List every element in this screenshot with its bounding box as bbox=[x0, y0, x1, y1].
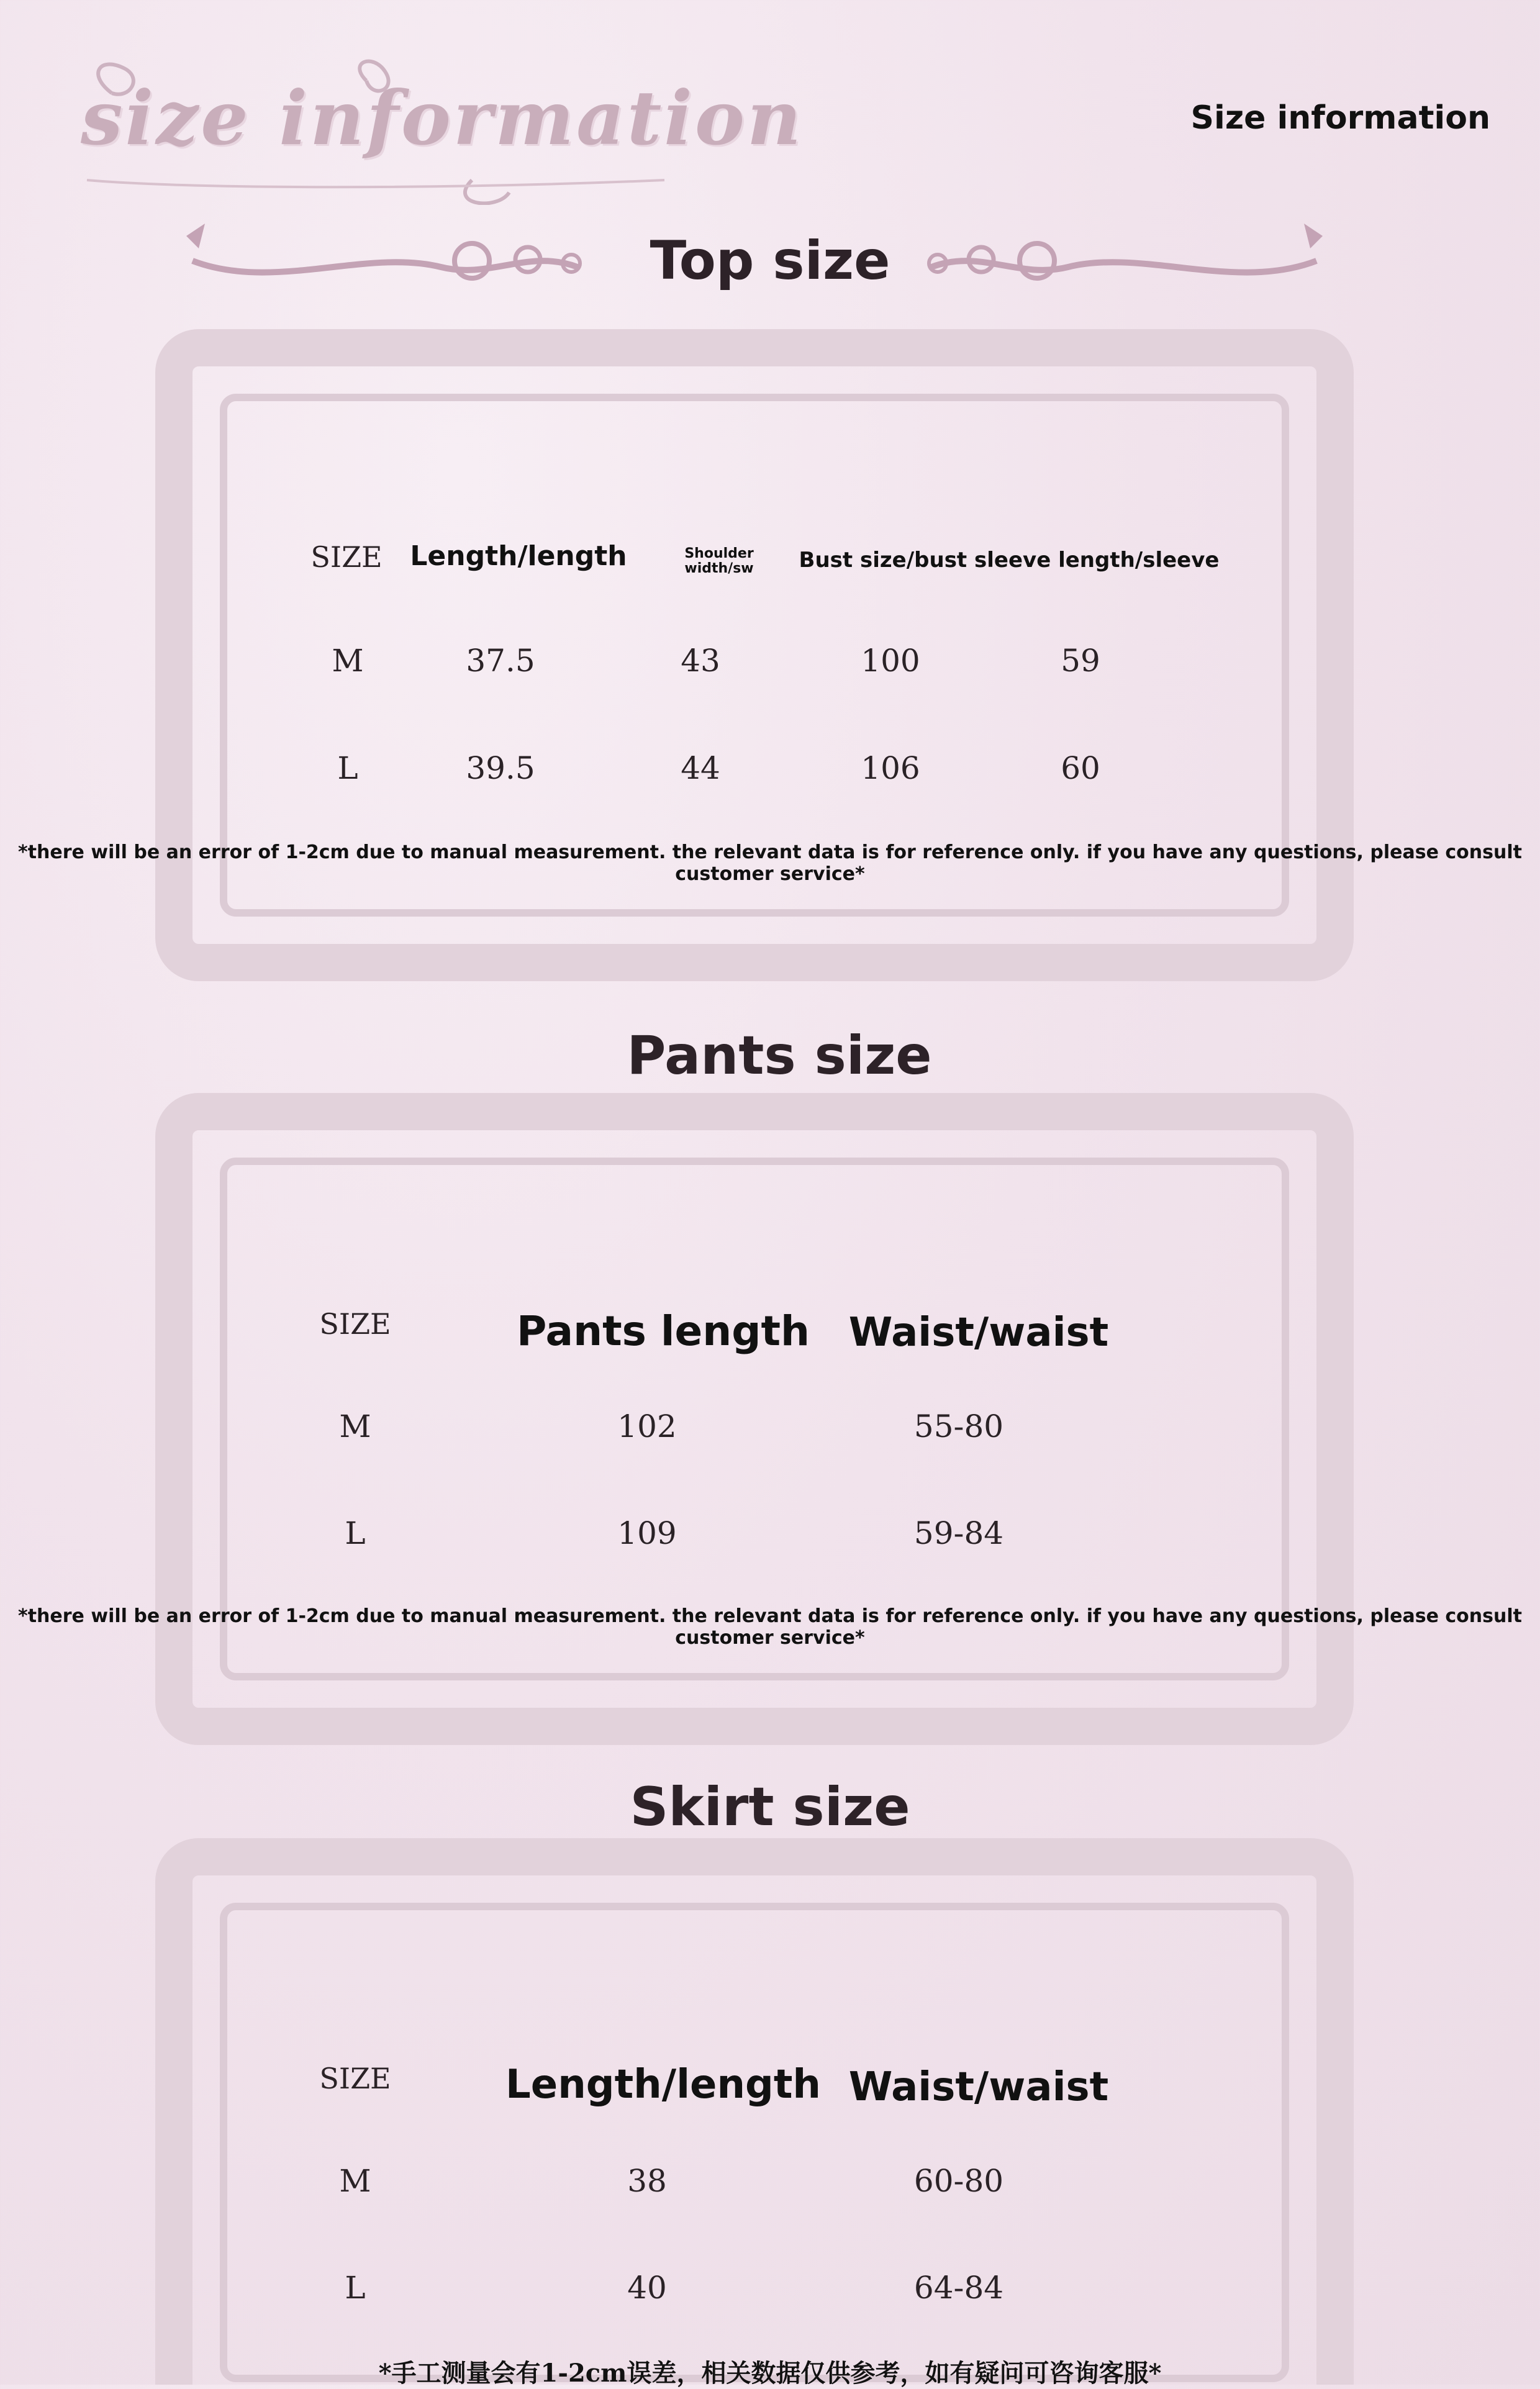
skirt-size-frame bbox=[155, 1838, 1354, 2385]
top-header-row bbox=[0, 540, 1540, 576]
top-col-bust-sleeve: Bust size/bust sleeve length/sleeve bbox=[799, 548, 1220, 573]
table-row bbox=[0, 1515, 1540, 1551]
top-col-shoulder-line1: Shoulder bbox=[684, 546, 754, 561]
top-col-shoulder-line2: width/sw bbox=[684, 561, 754, 576]
top-l-bust: 106 bbox=[861, 750, 920, 786]
skirt-col-length: Length/length bbox=[505, 2062, 821, 2108]
table-row bbox=[0, 750, 1540, 786]
top-l-length: 39.5 bbox=[466, 750, 535, 786]
skirt-col-size: SIZE bbox=[319, 2062, 391, 2095]
top-size-title: Top size bbox=[650, 230, 890, 292]
pants-col-length: Pants length bbox=[516, 1307, 810, 1355]
pants-col-size: SIZE bbox=[319, 1307, 391, 1341]
skirt-l-waist: 64-84 bbox=[913, 2270, 1004, 2306]
table-row bbox=[0, 2163, 1540, 2199]
top-note: *there will be an error of 1-2cm due to manual measurement. the relevant data is for reference only. if you have any questions, please consult customer service* bbox=[18, 841, 1522, 885]
table-row bbox=[0, 1408, 1540, 1444]
pants-size-title: Pants size bbox=[627, 1025, 932, 1087]
top-l-size: L bbox=[337, 750, 358, 786]
top-col-shoulder bbox=[684, 546, 753, 576]
skirt-m-waist: 60-80 bbox=[913, 2163, 1004, 2199]
pants-note: *there will be an error of 1-2cm due to manual measurement. the relevant data is for reference only. if you have any questions, please consult customer service* bbox=[18, 1605, 1522, 1649]
top-m-length: 37.5 bbox=[466, 643, 535, 679]
top-col-size: SIZE bbox=[310, 540, 383, 574]
top-col-length: Length/length bbox=[410, 540, 627, 572]
top-l-shoulder: 44 bbox=[681, 750, 720, 786]
skirt-l-length: 40 bbox=[627, 2270, 667, 2306]
top-m-shoulder: 43 bbox=[681, 643, 720, 679]
skirt-col-waist: Waist/waist bbox=[848, 2064, 1109, 2110]
pants-l-size: L bbox=[345, 1515, 366, 1551]
skirt-note: *手工测量会有1-2cm误差，相关数据仅供参考，如有疑问可咨询客服* bbox=[378, 2359, 1162, 2388]
pants-header-row bbox=[0, 1307, 1540, 1356]
skirt-l-size: L bbox=[345, 2270, 366, 2306]
pants-m-size: M bbox=[339, 1408, 371, 1444]
top-m-size: M bbox=[332, 643, 364, 679]
page-title: Size information bbox=[1190, 99, 1490, 137]
top-m-sleeve: 59 bbox=[1061, 643, 1100, 679]
pants-l-waist: 59-84 bbox=[913, 1515, 1004, 1551]
logo-text: size information bbox=[81, 75, 804, 162]
pants-m-length: 102 bbox=[617, 1408, 677, 1444]
skirt-m-length: 38 bbox=[627, 2163, 667, 2199]
skirt-size-title: Skirt size bbox=[630, 1776, 910, 1838]
top-m-bust: 100 bbox=[861, 643, 920, 679]
pants-col-waist: Waist/waist bbox=[848, 1310, 1109, 1356]
skirt-m-size: M bbox=[339, 2163, 371, 2199]
pants-m-waist: 55-80 bbox=[913, 1408, 1004, 1444]
top-l-sleeve: 60 bbox=[1061, 750, 1100, 786]
pants-l-length: 109 bbox=[617, 1515, 677, 1551]
